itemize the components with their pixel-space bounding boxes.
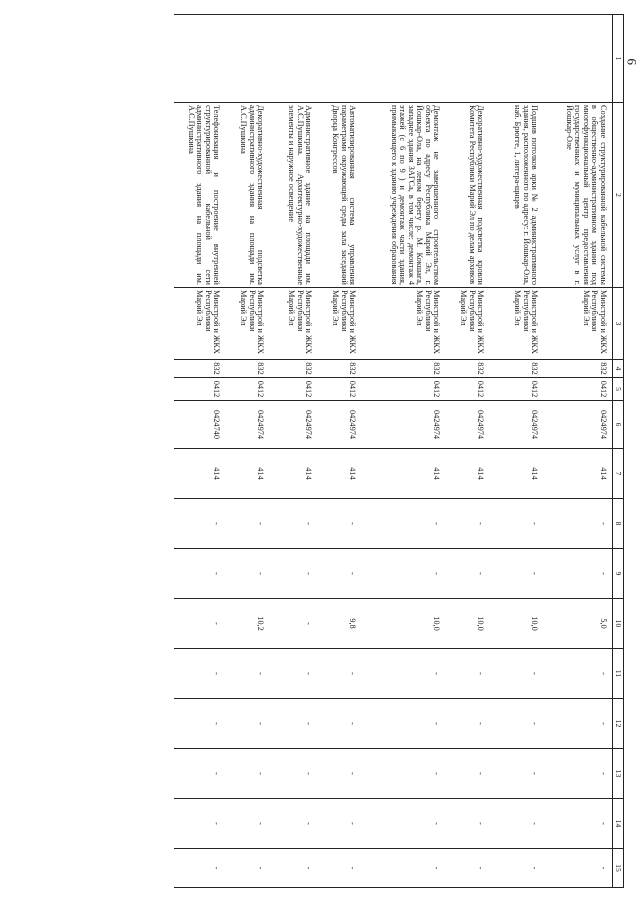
header-col-5: 5 [613,378,624,401]
value-cell-col-12: - [221,699,265,749]
header-row [613,15,624,888]
value-cell-col-7: 414 [441,449,485,499]
value-cell-col-8: - [485,499,539,549]
value-cell-col-8: - [265,499,313,549]
value-cell-col-10: 10,0 [357,599,441,649]
value-cell-col-7: 414 [175,449,221,499]
agency-cell: Минстрой и ЖКХ Республики Марий Эл [539,288,613,360]
value-cell-col-7: 414 [357,449,441,499]
object-name-cell: Телефонизация и построение внутренней структурированной кабельной сети административного здания на площади им. А.С.Пушкина [175,103,221,288]
value-cell-col-11: - [357,649,441,699]
value-cell-col-11: - [265,649,313,699]
value-cell-col-15: - [485,849,539,888]
value-cell-col-11: - [441,649,485,699]
value-cell-col-8: - [539,499,613,549]
object-name-cell: Декоративно-художественная подсветка административного здания на площади им. А.С.Пушкина [221,103,265,288]
value-cell-col-1 [539,15,613,103]
value-cell-col-8: - [357,499,441,549]
value-cell-col-6: 0424974 [441,401,485,449]
agency-cell: Минстрой и ЖКХ Республики Марий Эл [221,288,265,360]
object-name-cell: Административное здание на площади им. А.С.Пушкина. Архитектурно-художественные элементы и наружное освещение [265,103,313,288]
agency-cell: Минстрой и ЖКХ Республики Марий Эл [485,288,539,360]
value-cell-col-10: - [265,599,313,649]
value-cell-col-4: 832 [265,360,313,378]
value-cell-col-6: 0424974 [357,401,441,449]
header-col-3: 3 [613,288,624,360]
value-cell-col-4: 832 [221,360,265,378]
value-cell-col-7: 414 [539,449,613,499]
header-col-9: 9 [613,549,624,599]
value-cell-col-15: - [221,849,265,888]
value-cell-col-15: - [539,849,613,888]
value-cell-col-13: - [313,749,357,799]
object-name-cell: Демонтаж не завершенного строительством объекта по адресу Республика Марий Эл, г. Йошкар-Ола, на левом берегу р. М. Кокшага, западнее здания ЗАГСа, в том числе: демонтаж 4 этажей (с 6 по 9 ) и демонтаж части здания, примыкающего к зданию учреждения образования [357,103,441,288]
value-cell-col-10: 10,0 [441,599,485,649]
value-cell-col-12: - [485,699,539,749]
value-cell-col-15: - [265,849,313,888]
value-cell-col-5: 0412 [441,378,485,401]
value-cell-col-9: - [357,549,441,599]
value-cell-col-15: - [313,849,357,888]
value-cell-col-5: 0412 [539,378,613,401]
value-cell-col-13: - [539,749,613,799]
value-cell-col-13: - [357,749,441,799]
value-cell-col-1 [357,15,441,103]
value-cell-col-11: - [539,649,613,699]
value-cell-col-12: - [441,699,485,749]
value-cell-col-4: 832 [485,360,539,378]
header-col-8: 8 [613,499,624,549]
value-cell-col-5: 0412 [313,378,357,401]
value-cell-col-10: 10,2 [221,599,265,649]
value-cell-col-11: - [485,649,539,699]
value-cell-col-12: - [265,699,313,749]
agency-cell: Минстрой и ЖКХ Республики Марий Эл [265,288,313,360]
budget-table [175,14,625,888]
header-col-11: 11 [613,649,624,699]
value-cell-col-8: - [175,499,221,549]
value-cell-col-15: - [175,849,221,888]
header-col-14: 14 [613,799,624,849]
value-cell-col-9: - [175,549,221,599]
value-cell-col-5: 0412 [485,378,539,401]
agency-cell: Минстрой и ЖКХ Республики Марий Эл [175,288,221,360]
value-cell-col-15: - [441,849,485,888]
value-cell-col-14: - [313,799,357,849]
value-cell-col-8: - [313,499,357,549]
value-cell-col-13: - [265,749,313,799]
table-row [313,15,357,888]
value-cell-col-6: 0424974 [539,401,613,449]
value-cell-col-6: 0424974 [485,401,539,449]
document-table-rotated [118,14,624,887]
value-cell-col-1 [265,15,313,103]
table-row [221,15,265,888]
agency-cell: Минстрой и ЖКХ Республики Марий Эл [441,288,485,360]
value-cell-col-7: 414 [221,449,265,499]
page-number: 9 [624,58,639,65]
value-cell-col-5: 0412 [265,378,313,401]
table-row [441,15,485,888]
value-cell-col-6: 0424740 [175,401,221,449]
value-cell-col-6: 0424974 [313,401,357,449]
value-cell-col-4: 832 [357,360,441,378]
value-cell-col-1 [175,15,221,103]
value-cell-col-13: - [485,749,539,799]
value-cell-col-1 [313,15,357,103]
value-cell-col-9: - [313,549,357,599]
value-cell-col-4: 832 [313,360,357,378]
object-name-cell: Создание структурированной кабельной системы в общественно-административном здании под многофункциональный центр предоставления государственных и муниципальных услуг в г. Йошкар-Оле [539,103,613,288]
table-row [265,15,313,888]
value-cell-col-13: - [175,749,221,799]
value-cell-col-10: - [175,599,221,649]
value-cell-col-12: - [357,699,441,749]
value-cell-col-6: 0424974 [265,401,313,449]
value-cell-col-4: 832 [441,360,485,378]
value-cell-col-5: 0412 [221,378,265,401]
value-cell-col-12: - [175,699,221,749]
value-cell-col-4: 832 [539,360,613,378]
value-cell-col-14: - [265,799,313,849]
agency-cell: Минстрой и ЖКХ Республики Марий Эл [313,288,357,360]
value-cell-col-5: 0412 [175,378,221,401]
value-cell-col-9: - [265,549,313,599]
value-cell-col-11: - [221,649,265,699]
header-col-15: 15 [613,849,624,888]
value-cell-col-14: - [357,799,441,849]
header-col-1: 1 [613,15,624,103]
value-cell-col-11: - [175,649,221,699]
value-cell-col-14: - [441,799,485,849]
value-cell-col-12: - [539,699,613,749]
value-cell-col-14: - [485,799,539,849]
value-cell-col-1 [221,15,265,103]
table-row [485,15,539,888]
value-cell-col-9: - [539,549,613,599]
header-col-13: 13 [613,749,624,799]
value-cell-col-1 [441,15,485,103]
value-cell-col-14: - [539,799,613,849]
header-col-7: 7 [613,449,624,499]
value-cell-col-7: 414 [485,449,539,499]
value-cell-col-12: - [313,699,357,749]
value-cell-col-13: - [441,749,485,799]
value-cell-col-7: 414 [265,449,313,499]
object-name-cell: Декоративно-художественная подсветка кровли Комитета Республики Марий Эл по делам архивов [441,103,485,288]
header-col-2: 2 [613,103,624,288]
value-cell-col-5: 0412 [357,378,441,401]
table-row [539,15,613,888]
value-cell-col-4: 832 [175,360,221,378]
value-cell-col-8: - [221,499,265,549]
header-col-10: 10 [613,599,624,649]
value-cell-col-13: - [221,749,265,799]
value-cell-col-6: 0424974 [221,401,265,449]
header-col-6: 6 [613,401,624,449]
value-cell-col-14: - [175,799,221,849]
value-cell-col-9: - [221,549,265,599]
value-cell-col-10: 9,8 [313,599,357,649]
header-col-12: 12 [613,699,624,749]
agency-cell: Минстрой и ЖКХ Республики Марий Эл [357,288,441,360]
table-row [175,15,221,888]
object-name-cell: Подшив потолков арки № 2 административного здания, расположенного по адресу: г. Йошкар-Ола, наб. Брюгге, 1, литера-щнцев [485,103,539,288]
value-cell-col-11: - [313,649,357,699]
value-cell-col-9: - [485,549,539,599]
value-cell-col-15: - [357,849,441,888]
value-cell-col-10: 5,0 [539,599,613,649]
object-name-cell: Автоматизированная система управления параметрами окружающей среды зала заседаний Дворца Конгрессов [313,103,357,288]
value-cell-col-1 [485,15,539,103]
value-cell-col-14: - [221,799,265,849]
value-cell-col-9: - [441,549,485,599]
value-cell-col-10: 10,0 [485,599,539,649]
table-row [357,15,441,888]
header-col-4: 4 [613,360,624,378]
value-cell-col-8: - [441,499,485,549]
value-cell-col-7: 414 [313,449,357,499]
